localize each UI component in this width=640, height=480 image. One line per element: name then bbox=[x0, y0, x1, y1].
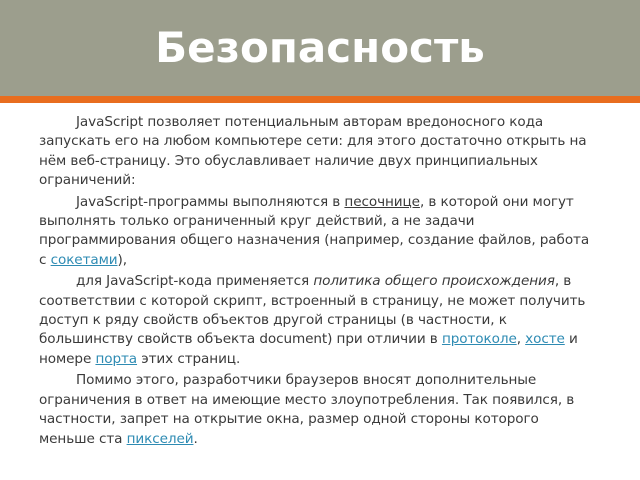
text-segment: и номере bbox=[39, 331, 578, 367]
link-host[interactable]: хосте bbox=[525, 331, 565, 348]
divider bbox=[0, 103, 640, 106]
paragraph-sandbox bbox=[39, 193, 595, 271]
text-segment: для JavaScript-кода применяется bbox=[76, 273, 314, 290]
text-segment: этих страниц. bbox=[137, 350, 241, 367]
text-segment: JavaScript-программы выполняются в bbox=[76, 193, 345, 210]
link-pixels[interactable]: пикселей bbox=[126, 430, 194, 447]
link-port[interactable]: порта bbox=[95, 350, 138, 367]
text-segment: ), bbox=[117, 251, 127, 268]
text-segment: , в соответствии с которой скрипт, встроенный в страницу, не может получить доступ к ряду свойств объектов другой страницы (в частности, к большинству свойств объекта document) при отличии в bbox=[39, 273, 586, 348]
emphasis-same-origin: политика общего происхождения bbox=[313, 273, 555, 290]
text-segment: . bbox=[193, 430, 198, 447]
text-segment: , в которой они могут выполнять только ограниченный круг действий, а не задачи программирования общего назначения (например, создание файлов, работа с bbox=[39, 193, 590, 268]
accent-line bbox=[0, 96, 640, 103]
link-sandbox[interactable]: песочнице bbox=[344, 193, 420, 210]
link-protocol[interactable]: протоколе bbox=[441, 331, 517, 348]
slide-title: Безопасность bbox=[155, 23, 485, 72]
text-segment: Помимо этого, разработчики браузеров вносят дополнительные ограничения в ответ на имеющие место злоупотребления. Так появился, в частности, запрет на открытие окна, размер одной стороны которого меньше ста bbox=[39, 372, 575, 447]
text-segment: , bbox=[516, 331, 526, 348]
paragraph-intro: JavaScript позволяет потенциальным авторам вредоносного кода запускать его на любом компьютере сети: для этого достаточно открыть на нём веб-страницу. Это обуславливает наличие двух принципиальных ограничений: bbox=[39, 114, 587, 189]
link-sockets[interactable]: сокетами bbox=[50, 251, 118, 268]
paragraph-restrictions bbox=[39, 371, 595, 449]
paragraph-same-origin bbox=[39, 272, 595, 369]
slide-body bbox=[39, 113, 595, 449]
